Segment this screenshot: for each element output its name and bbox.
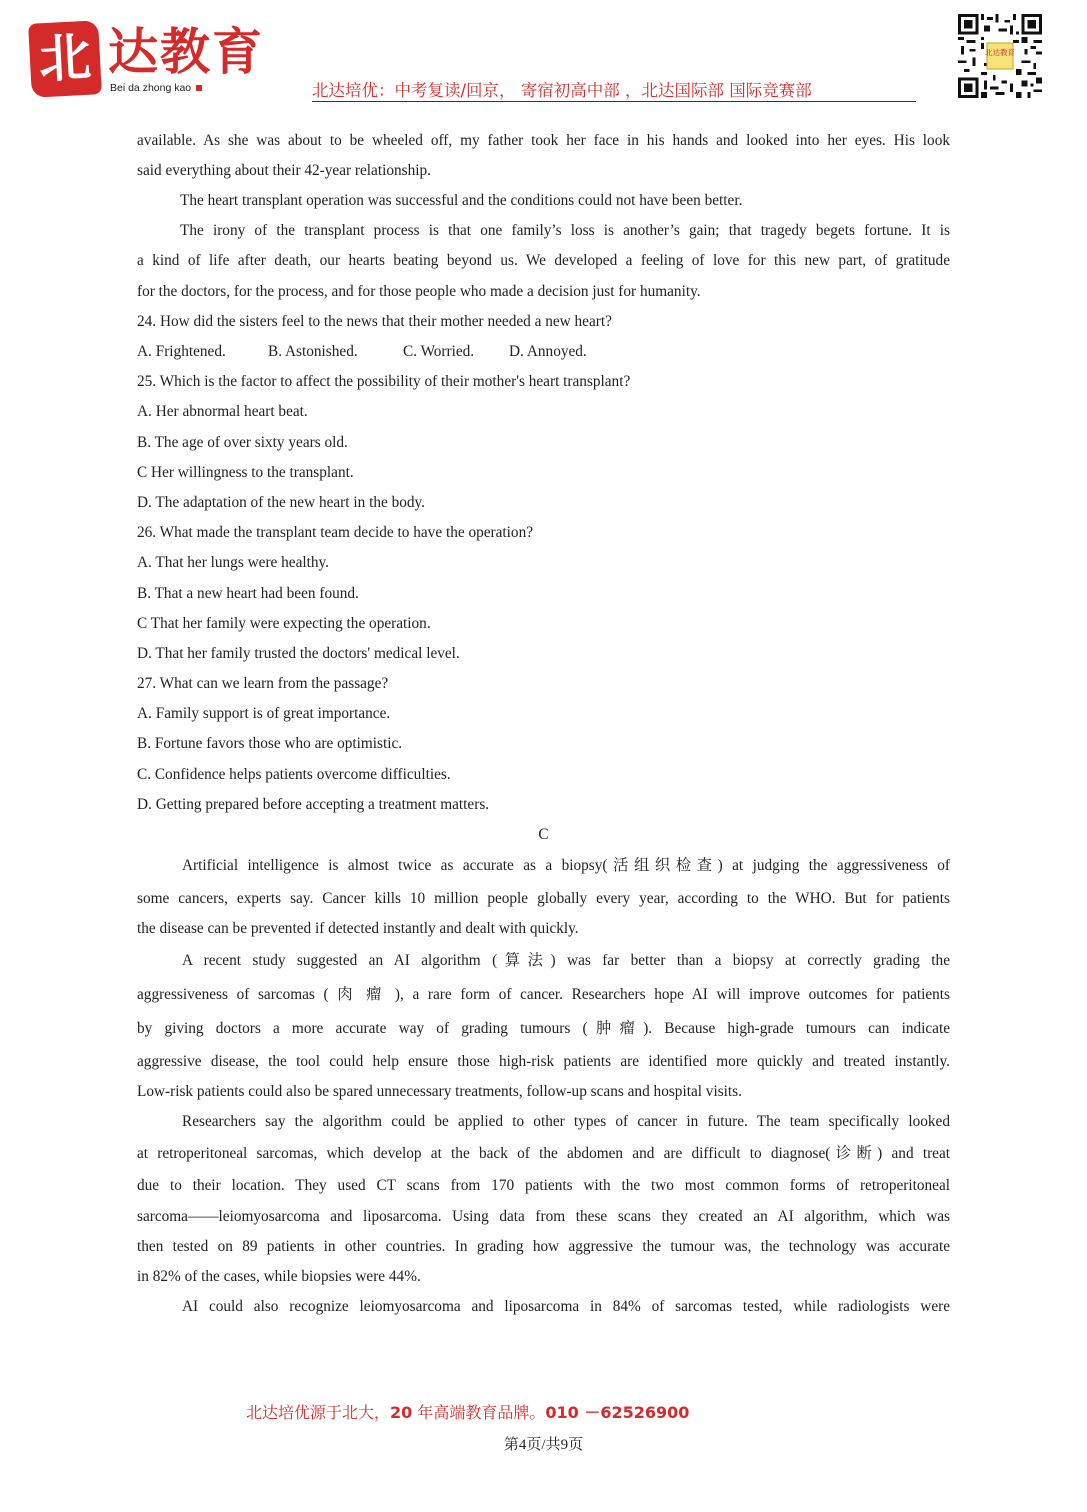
page-header [0,0,1087,120]
option-c: C. Worried. [403,343,475,360]
passage-b-line: said everything about their 42-year relationship. [137,162,431,179]
question-27-option-d: D. Getting prepared before accepting a treatment matters. [137,796,490,813]
passage-b-line: The irony of the transplant process is that one family’s loss is another’s gain; that tragedy begets fortune. It is [180,222,950,239]
section-c-line: some cancers, experts say. Cancer kills 10 million people globally every year, according to the WHO. But for patients [137,890,950,907]
section-c-line: Researchers say the algorithm could be applied to other types of cancer in future. The team specifically looked [182,1113,950,1130]
section-c-line: then tested on 89 patients in other countries. In grading how aggressive the tumour was, the technology was accurate [137,1238,950,1255]
passage-b-line: for the doctors, for the process, and for those people who made a decision just for humanity. [137,283,701,300]
question-25-option-d: D. The adaptation of the new heart in the body. [137,494,426,511]
section-c-line: Artificial intelligence is almost twice as accurate as a biopsy(活组织检查) at judging the aggressiveness of [182,857,950,874]
header-divider [312,101,916,102]
section-c-line: Low-risk patients could also be spared unnecessary treatments, follow-up scans and hospital visits. [137,1083,742,1100]
page-number: 第4页/共9页 [503,1437,584,1453]
question-27-option-c: C. Confidence helps patients overcome difficulties. [137,766,451,783]
section-c-line: the disease can be prevented if detected instantly and dealt with quickly. [137,920,579,937]
question-24-stem: 24. How did the sisters feel to the news that their mother needed a new heart? [137,313,612,330]
passage-b-line: The heart transplant operation was successful and the conditions could not have been better. [180,192,743,209]
section-c-line: in 82% of the cases, while biopsies were 44%. [137,1268,421,1285]
question-26-option-d: D. That her family trusted the doctors' medical level. [137,645,460,662]
section-c-line: by giving doctors a more accurate way of grading tumours (肿瘤). Because high-grade tumours can indicate [137,1020,950,1037]
section-c-line: aggressive disease, the tool could help ensure those high-risk patients are identified more quickly and treated instantly. [137,1053,950,1070]
footer-slogan: 北达培优源于北大，20 年高端教育品牌。010 －62526900 [246,1403,690,1422]
section-c-line: sarcoma——leiomyosarcoma and liposarcoma. Using data from these scans they created an AI algorithm, which was [137,1208,950,1225]
question-25-option-a: A. Her abnormal heart beat. [137,403,308,420]
section-c-line: aggressiveness of sarcomas ( 肉 瘤 ), a rare form of cancer. Researchers hope AI will improve outcomes for patients [137,986,950,1003]
section-c-line: AI could also recognize leiomyosarcoma and liposarcoma in 84% of sarcomas tested, while radiologists were [182,1298,950,1315]
section-c-heading: C [538,826,549,843]
logo-seal: 北 [28,20,102,98]
section-c-line: at retroperitoneal sarcomas, which develop at the back of the abdomen and are difficult to diagnose(诊断) and treat [137,1145,950,1162]
question-25-stem: 25. Which is the factor to affect the possibility of their mother's heart transplant? [137,373,631,390]
question-27-option-a: A. Family support is of great importance. [137,705,391,722]
section-c-line: due to their location. They used CT scans from 170 patients with the two most common forms of retroperitoneal [137,1177,950,1194]
question-27-option-b: B. Fortune favors those who are optimistic. [137,735,403,752]
logo-characters: 达教育 [108,22,264,81]
qr-code-icon [957,14,1043,98]
question-25-option-c: C Her willingness to the transplant. [137,464,354,481]
logo-subtitle: Bei da zhong kao [110,82,202,94]
question-26-stem: 26. What made the transplant team decide to have the operation? [137,524,534,541]
question-26-option-a: A. That her lungs were healthy. [137,554,330,571]
question-25-option-b: B. The age of over sixty years old. [137,434,348,451]
option-d: D. Annoyed. [509,343,587,360]
svg-text:北达教育: 北达教育 [984,48,1016,58]
passage-b-line: a kind of life after death, our hearts beating beyond us. We developed a feeling of love for this new part, of gratitude [137,252,950,269]
question-27-stem: 27. What can we learn from the passage? [137,675,389,692]
header-tagline: 北达培优：中考复读/回京， 寄宿初高中部 ，北达国际部 国际竞赛部 [312,81,812,100]
passage-b-line: available. As she was about to be wheeled off, my father took her face in his hands and looked into her eyes. His look [137,132,950,149]
option-b: B. Astonished. [268,343,358,360]
question-26-option-c: C That her family were expecting the operation. [137,615,431,632]
question-24-options [137,342,950,362]
section-c-line: A recent study suggested an AI algorithm (算法) was far better than a biopsy at correctly grading the [182,952,950,969]
option-a: A. Frightened. [137,343,226,360]
question-26-option-b: B. That a new heart had been found. [137,585,359,602]
beida-logo [30,22,285,100]
